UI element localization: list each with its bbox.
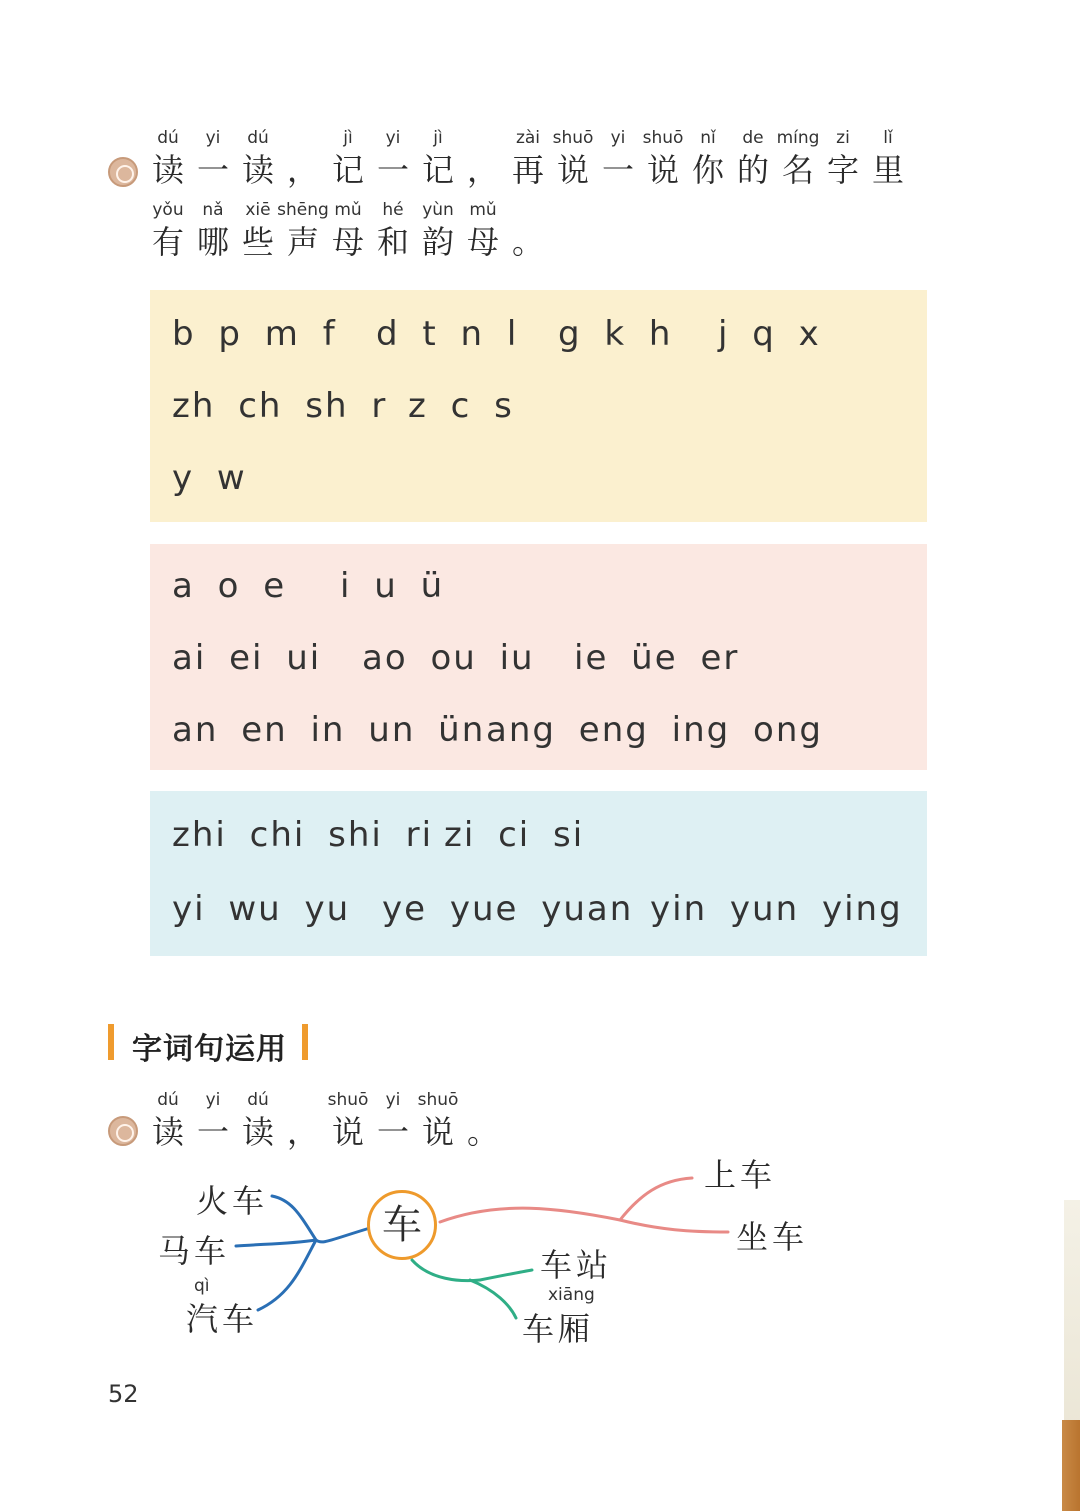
pinyin-annotation: míng	[776, 128, 820, 148]
hanzi-character: 说	[646, 151, 679, 189]
branch-left-1	[272, 1196, 370, 1242]
pinyin-group: d t n l	[376, 314, 519, 354]
pinyin-group: ai ei ui	[172, 638, 322, 678]
pinyin-annotation: nǎ	[202, 200, 224, 220]
pinyin-annotation: yi	[610, 128, 626, 148]
hanzi-character: ，	[466, 151, 499, 189]
pinyin-group: a o e	[172, 566, 287, 606]
mindmap-pinyin-qi: qì	[194, 1276, 210, 1296]
hanzi-character: 些	[241, 223, 274, 261]
page-number: 52	[108, 1380, 139, 1408]
pinyin-annotation: hé	[382, 200, 404, 220]
pinyin-annotation: shuō	[327, 1090, 369, 1110]
pinyin-annotation: mǔ	[469, 200, 497, 220]
hanzi-character: 母	[331, 223, 364, 261]
pinyin-group: z c s	[408, 386, 514, 426]
pinyin-group: zi ci si	[444, 815, 585, 855]
mindmap-center-node: 车	[367, 1190, 437, 1260]
pinyin-group: zh ch sh r	[172, 386, 388, 426]
pinyin-annotation: yǒu	[152, 200, 184, 220]
hanzi-character: 哪	[196, 223, 229, 261]
hanzi-character: 一	[601, 151, 634, 189]
branch-right-bottom-main	[412, 1260, 480, 1281]
pinyin-group: yi wu yu	[172, 889, 351, 929]
mindmap-pinyin-xiang: xiāng	[548, 1285, 595, 1305]
mindmap-word-right-bottom-1: 车站	[540, 1246, 613, 1284]
pinyin-annotation: yùn	[422, 200, 454, 220]
branch-right-top-2	[620, 1220, 728, 1232]
pinyin-annotation: shēng	[277, 200, 329, 220]
pinyin-group: ie üe er	[574, 638, 740, 678]
branch-right-top-1	[620, 1178, 692, 1220]
pinyin-group: ye yue yuan	[382, 889, 634, 929]
mindmap-word-right-bottom-2: 车厢	[522, 1310, 595, 1348]
pinyin-annotation: mǔ	[334, 200, 362, 220]
hanzi-character: 。	[511, 223, 544, 261]
pinyin-group: ang eng ing ong	[486, 710, 823, 750]
hanzi-character: 你	[691, 151, 724, 189]
pinyin-group: i u ü	[340, 566, 445, 606]
hanzi-character: 一	[376, 151, 409, 189]
hanzi-character: 的	[736, 151, 769, 189]
hanzi-character: 说	[556, 151, 589, 189]
pinyin-group: zhi chi shi ri	[172, 815, 434, 855]
hanzi-character: 再	[511, 151, 544, 189]
section-title: 字词句运用	[132, 1032, 287, 1067]
pinyin-annotation: jì	[343, 128, 353, 148]
pinyin-group: b p m f	[172, 314, 337, 354]
hanzi-character: 字	[826, 151, 859, 189]
hanzi-character: 读	[241, 1113, 274, 1151]
pinyin-annotation: jì	[433, 128, 443, 148]
mindmap-word-right-top-1: 上车	[704, 1156, 777, 1194]
branch-left-3	[258, 1240, 316, 1310]
hanzi-character: 一	[376, 1113, 409, 1151]
mindmap-word-left-2: 马车	[158, 1232, 231, 1270]
pinyin-annotation: zài	[515, 128, 541, 148]
hanzi-character: 一	[196, 151, 229, 189]
hanzi-character: 说	[331, 1113, 364, 1151]
pinyin-group: an en in un ün	[172, 710, 486, 750]
pinyin-annotation: dú	[247, 1090, 269, 1110]
hanzi-character: 母	[466, 223, 499, 261]
pinyin-annotation: dú	[157, 1090, 179, 1110]
hanzi-character: 里	[871, 151, 904, 189]
pinyin-annotation: xiē	[245, 200, 271, 220]
hanzi-character: 一	[196, 1113, 229, 1151]
pinyin-annotation: yi	[205, 1090, 221, 1110]
pinyin-annotation: zi	[836, 128, 850, 148]
pinyin-group: g k h	[558, 314, 673, 354]
hanzi-character: 韵	[421, 223, 454, 261]
pinyin-group: y w	[172, 458, 247, 498]
hanzi-character: 。	[466, 1113, 499, 1151]
hanzi-character: 声	[286, 223, 319, 261]
hanzi-character: 读	[151, 1113, 184, 1151]
branch-left-2	[236, 1240, 316, 1246]
hanzi-character: 和	[376, 223, 409, 261]
pinyin-annotation: dú	[157, 128, 179, 148]
pinyin-annotation: shuō	[642, 128, 684, 148]
pinyin-annotation: nǐ	[700, 128, 716, 148]
pinyin-annotation: yi	[385, 1090, 401, 1110]
pinyin-group: ao ou iu	[362, 638, 535, 678]
pinyin-annotation: yi	[385, 128, 401, 148]
hanzi-character: ，	[286, 1113, 319, 1151]
hanzi-character: 说	[421, 1113, 454, 1151]
pinyin-group: j q x	[718, 314, 821, 354]
branch-right-top-main	[440, 1208, 620, 1222]
mindmap-word-left-1: 火车	[196, 1182, 269, 1220]
mindmap-word-left-3: 汽车	[186, 1300, 259, 1338]
hanzi-character: 记	[421, 151, 454, 189]
branch-right-bottom-1	[480, 1270, 532, 1280]
pinyin-annotation: shuō	[417, 1090, 459, 1110]
pinyin-annotation: shuō	[552, 128, 594, 148]
mindmap-word-right-top-2: 坐车	[736, 1218, 809, 1256]
hanzi-character: 名	[781, 151, 814, 189]
pinyin-annotation: lǐ	[883, 128, 893, 148]
pinyin-annotation: dú	[247, 128, 269, 148]
pinyin-group: yin yun ying	[650, 889, 903, 929]
branch-right-bottom-2	[470, 1280, 516, 1318]
hanzi-character: 记	[331, 151, 364, 189]
hanzi-character: 有	[151, 223, 184, 261]
pinyin-annotation: de	[742, 128, 764, 148]
hanzi-character: ，	[286, 151, 319, 189]
hanzi-character: 读	[241, 151, 274, 189]
hanzi-character: 读	[151, 151, 184, 189]
pinyin-annotation: yi	[205, 128, 221, 148]
